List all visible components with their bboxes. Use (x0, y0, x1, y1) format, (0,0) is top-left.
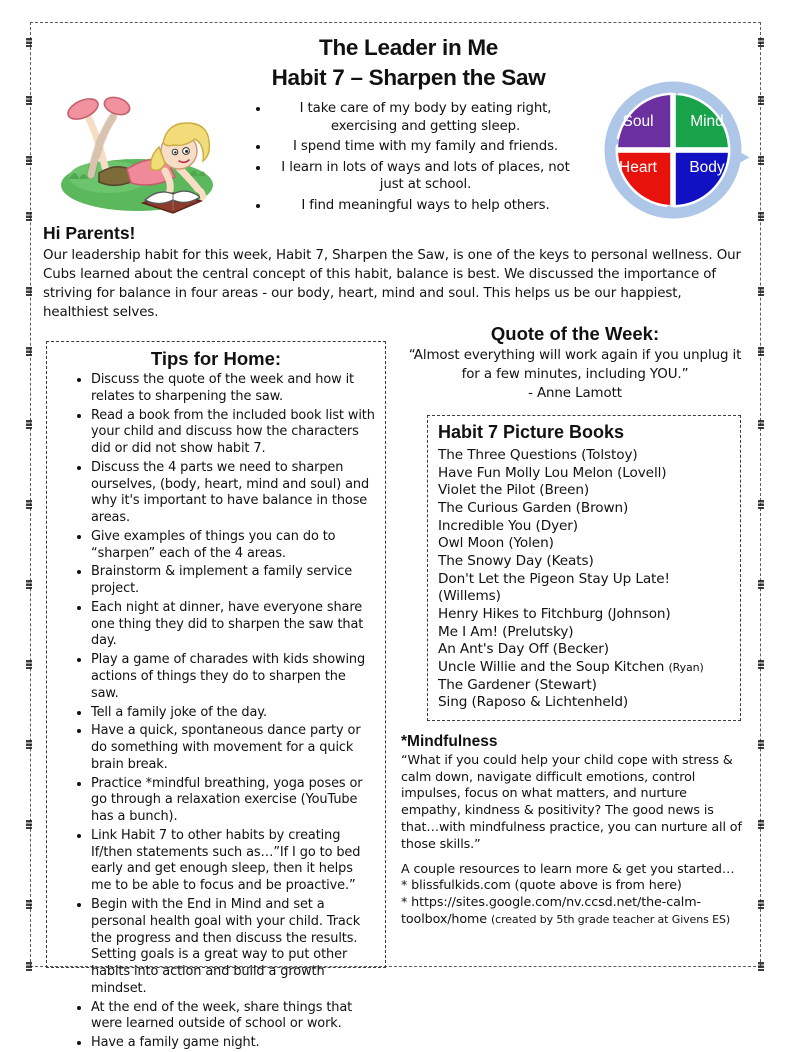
scan-artifact-mark (758, 820, 764, 829)
list-item: • At the end of the week, share things that were learned outside of school or work. (91, 1000, 375, 1034)
scan-artifact-mark (758, 500, 764, 509)
scan-artifact-mark (758, 420, 764, 429)
header-banner (31, 23, 762, 223)
list-item: • Each night at dinner, have everyone share one thing they did to sharpen the saw that day. (91, 600, 375, 650)
list-item: • Give examples of things you can do to “sharpen” each of the 4 areas. (91, 529, 375, 563)
balance-wheel-diagram (596, 81, 751, 219)
book-title: The Snowy Day (Keats) (438, 552, 594, 569)
book-list-item (438, 571, 732, 589)
scan-artifact-mark (26, 96, 32, 105)
picture-books-box (427, 415, 741, 721)
title-block (236, 35, 581, 217)
quote-author: - Anne Lamott (528, 386, 622, 401)
book-list-item (438, 447, 732, 465)
resource-note: (created by 5th grade teacher at Givens ES) (490, 912, 731, 926)
book-title: Me I Am! (Prelutsky) (438, 623, 574, 640)
scan-artifact-mark (26, 38, 32, 47)
book-title: Owl Moon (Yolen) (438, 535, 554, 552)
list-item: • Link Habit 7 to other habits by creating If/then statements such as…”If I go to bed early and get enough sleep, then it helps me to be able to focus and be proactive.” (91, 828, 375, 895)
book-list-item (438, 694, 732, 712)
scan-artifact-mark (26, 156, 32, 165)
scan-artifact-mark (26, 580, 32, 589)
list-item: • I find meaningful ways to help others. (270, 197, 581, 215)
list-item: • Tell a family joke of the day. (91, 705, 375, 722)
books-heading: Habit 7 Picture Books (438, 421, 625, 442)
girl-reading-book-illustration (39, 81, 229, 221)
scan-artifact-mark (26, 962, 32, 971)
list-item: • I learn in lots of ways and lots of places, not just at school. (270, 159, 581, 194)
tips-heading: Tips for Home: (150, 348, 282, 369)
scan-artifact-mark (26, 900, 32, 909)
mindfulness-resource-2 (401, 894, 747, 911)
book-list-item (438, 482, 732, 500)
parents-intro-section (43, 223, 749, 322)
book-list-item (438, 624, 732, 642)
worksheet-page (30, 22, 761, 1051)
book-title: Don't Let the Pigeon Stay Up Late! (438, 570, 670, 587)
book-list-item (438, 535, 732, 553)
wheel-label-heart: Heart (619, 159, 657, 176)
book-list-item (438, 659, 732, 677)
scan-artifact-mark (26, 347, 32, 356)
parents-body-text: Our leadership habit for this week, Habit 7, Sharpen the Saw, is one of the keys to personal wellness. Our Cubs learned about the central concept of this habit, balance is best. We discussed the importance of striving for balance in four areas - our body, heart, mind and soul. This helps us be our happiest, healthiest selves. (43, 248, 741, 321)
habit-affirmations-list (236, 100, 581, 214)
list-item: • Discuss the quote of the week and how it relates to sharpening the saw. (91, 372, 375, 406)
scan-artifact-mark (758, 900, 764, 909)
resource-url-line1: * https://sites.google.com/nv.ccsd.net/the-calm- (401, 894, 701, 910)
book-author-small: (Ryan) (668, 660, 704, 674)
book-title: The Three Questions (Tolstoy) (438, 446, 638, 463)
book-list-item (438, 677, 732, 695)
book-list-item (438, 641, 732, 659)
scan-artifact-mark (758, 740, 764, 749)
list-item: • Have a family game night. (91, 1035, 375, 1052)
book-title: Henry Hikes to Fitchburg (Johnson) (438, 605, 671, 622)
book-title: Sing (Raposo & Lichtenheld) (438, 694, 629, 711)
list-item: • Practice *mindful breathing, yoga poses or go through a relaxation exercise (YouTube has a bunch). (91, 776, 375, 826)
quote-heading: Quote of the Week: (490, 323, 660, 344)
book-list-item (438, 500, 732, 518)
list-item: • Brainstorm & implement a family service project. (91, 564, 375, 598)
scan-artifact-mark (758, 156, 764, 165)
page-title-line2: Habit 7 – Sharpen the Saw (271, 65, 546, 90)
mindfulness-resources-intro: A couple resources to learn more & get you started… (401, 860, 735, 876)
book-list-item (438, 588, 732, 606)
list-item: • Discuss the 4 parts we need to sharpen ourselves, (body, heart, mind and soul) and why it's important to have balance in those areas. (91, 460, 375, 527)
mindfulness-resource-2-cont (401, 911, 747, 928)
resource-url-line2: toolbox/home (401, 910, 491, 926)
book-title: Have Fun Molly Lou Melon (Lovell) (438, 464, 667, 481)
scan-artifact-mark (758, 212, 764, 221)
scan-artifact-mark (758, 96, 764, 105)
book-title: The Gardener (Stewart) (438, 676, 597, 693)
scan-artifact-mark (758, 38, 764, 47)
scan-artifact-mark (758, 660, 764, 669)
book-title: Incredible You (Dyer) (438, 517, 578, 534)
book-title: (Willems) (438, 588, 501, 605)
scan-artifact-mark (26, 420, 32, 429)
scan-artifact-mark (758, 287, 764, 296)
page-title-line1: The Leader in Me (319, 35, 498, 60)
wheel-label-soul: Soul (622, 113, 654, 130)
book-list-item (438, 553, 732, 571)
scan-artifact-mark (26, 212, 32, 221)
book-list-item (438, 518, 732, 536)
book-title: An Ant's Day Off (Becker) (438, 641, 609, 658)
list-item: • Have a quick, spontaneous dance party or do something with movement for a quick brain break. (91, 723, 375, 773)
list-item: • Begin with the End in Mind and set a personal health goal with your child. Track the progress and then discuss the results. Setting goals is a great way to put other habits into action and build a growth mindset. (91, 897, 375, 998)
scan-artifact-mark (26, 287, 32, 296)
list-item: • I spend time with my family and friends. (270, 138, 581, 156)
scan-artifact-mark (26, 740, 32, 749)
book-title: The Curious Garden (Brown) (438, 499, 629, 516)
right-column (399, 323, 751, 928)
scan-artifact-mark (26, 500, 32, 509)
tips-for-home-box (46, 341, 386, 1051)
list-item: • Play a game of charades with kids showing actions of things they do to sharpen the saw. (91, 652, 375, 702)
tips-list (47, 372, 385, 1052)
scan-artifact-mark (26, 660, 32, 669)
scan-artifact-mark (758, 962, 764, 971)
quote-of-the-week-section (399, 323, 751, 403)
book-title: Violet the Pilot (Breen) (438, 482, 590, 499)
scan-artifact-mark (758, 347, 764, 356)
scan-artifact-mark (758, 580, 764, 589)
quote-text: “Almost everything will work again if you unplug it for a few minutes, including YOU.” (408, 348, 742, 382)
book-list-item (438, 606, 732, 624)
scan-artifact-mark (26, 820, 32, 829)
parents-heading: Hi Parents! (43, 223, 136, 243)
list-item: • Read a book from the included book list with your child and discuss how the characters did or did not show habit 7. (91, 408, 375, 458)
list-item: • I take care of my body by eating right, exercising and getting sleep. (270, 100, 581, 135)
book-title: Uncle Willie and the Soup Kitchen (438, 658, 669, 675)
wheel-label-body: Body (689, 159, 725, 176)
mindfulness-section (401, 733, 747, 928)
mindfulness-resource-1: * blissfulkids.com (quote above is from here) (401, 877, 682, 893)
mindfulness-quote: “What if you could help your child cope with stress & calm down, navigate difficult emotions, control impulses, focus on what matters, and nurture empathy, kindness & positivity? The good news is that…with mindfulness practice, you can nurture all of those skills.” (401, 751, 742, 851)
book-list-item (438, 465, 732, 483)
mindfulness-heading: *Mindfulness (401, 732, 498, 750)
wheel-label-mind: Mind (690, 113, 724, 130)
